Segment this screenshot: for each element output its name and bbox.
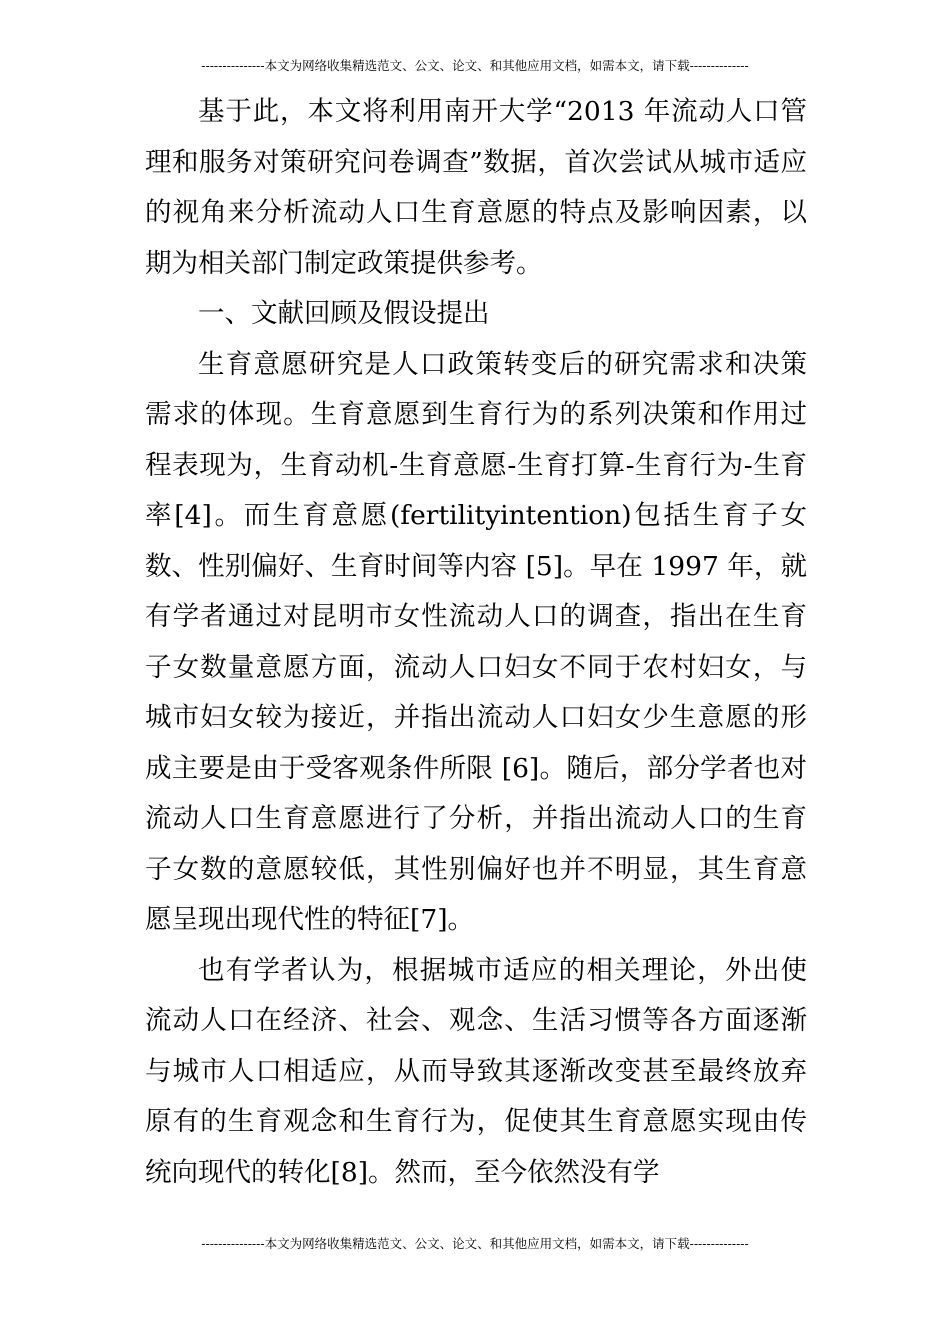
paragraph-urban-adaptation: 也有学者认为，根据城市适应的相关理论，外出使流动人口在经济、社会、观念、生活习惯等各方面逐渐与城市人口相适应，从而导致其逐渐改变甚至最终放弃原有的生育观念和生育行为，促使其生育意愿实现由传统向现代的转化[8]。然而，至今依然没有学 [145, 954, 807, 1188]
section-heading: 一、文献回顾及假设提出 [198, 298, 490, 329]
document-body [145, 87, 807, 1198]
header-banner: ---------------本文为网络收集精选范文、公文、论文、和其他应用文档，如需本文，请下载-------------- [201, 58, 749, 73]
paragraph-intro: 基于此，本文将利用南开大学“2013 年流动人口管理和服务对策研究问卷调查”数据，首次尝试从城市适应的视角来分析流动人口生育意愿的特点及影响因素，以期为相关部门制定政策提供参考。 [145, 96, 807, 279]
paragraph-literature-review: 生育意愿研究是人口政策转变后的研究需求和决策需求的体现。生育意愿到生育行为的系列决策和作用过程表现为，生育动机-生育意愿-生育打算-生育行为-生育率[4]。而生育意愿(fertilityintention)包括生育子女数、性别偏好、生育时间等内容 [5]。早在 1997 年，就有学者通过对昆明市女性流动人口的调查，指出在生育子女数量意愿方面，流动人口妇女不同于农村妇女，与城市妇女较为接近，并指出流动人口妇女少生意愿的形成主要是由于受客观条件所限 [6]。随后，部分学者也对流动人口生育意愿进行了分析，并指出流动人口的生育子女数的意愿较低，其性别偏好也并不明显，其生育意愿呈现出现代性的特征[7]。 [145, 348, 807, 935]
footer-banner: ---------------本文为网络收集精选范文、公文、论文、和其他应用文档，如需本文，请下载-------------- [201, 1236, 749, 1251]
